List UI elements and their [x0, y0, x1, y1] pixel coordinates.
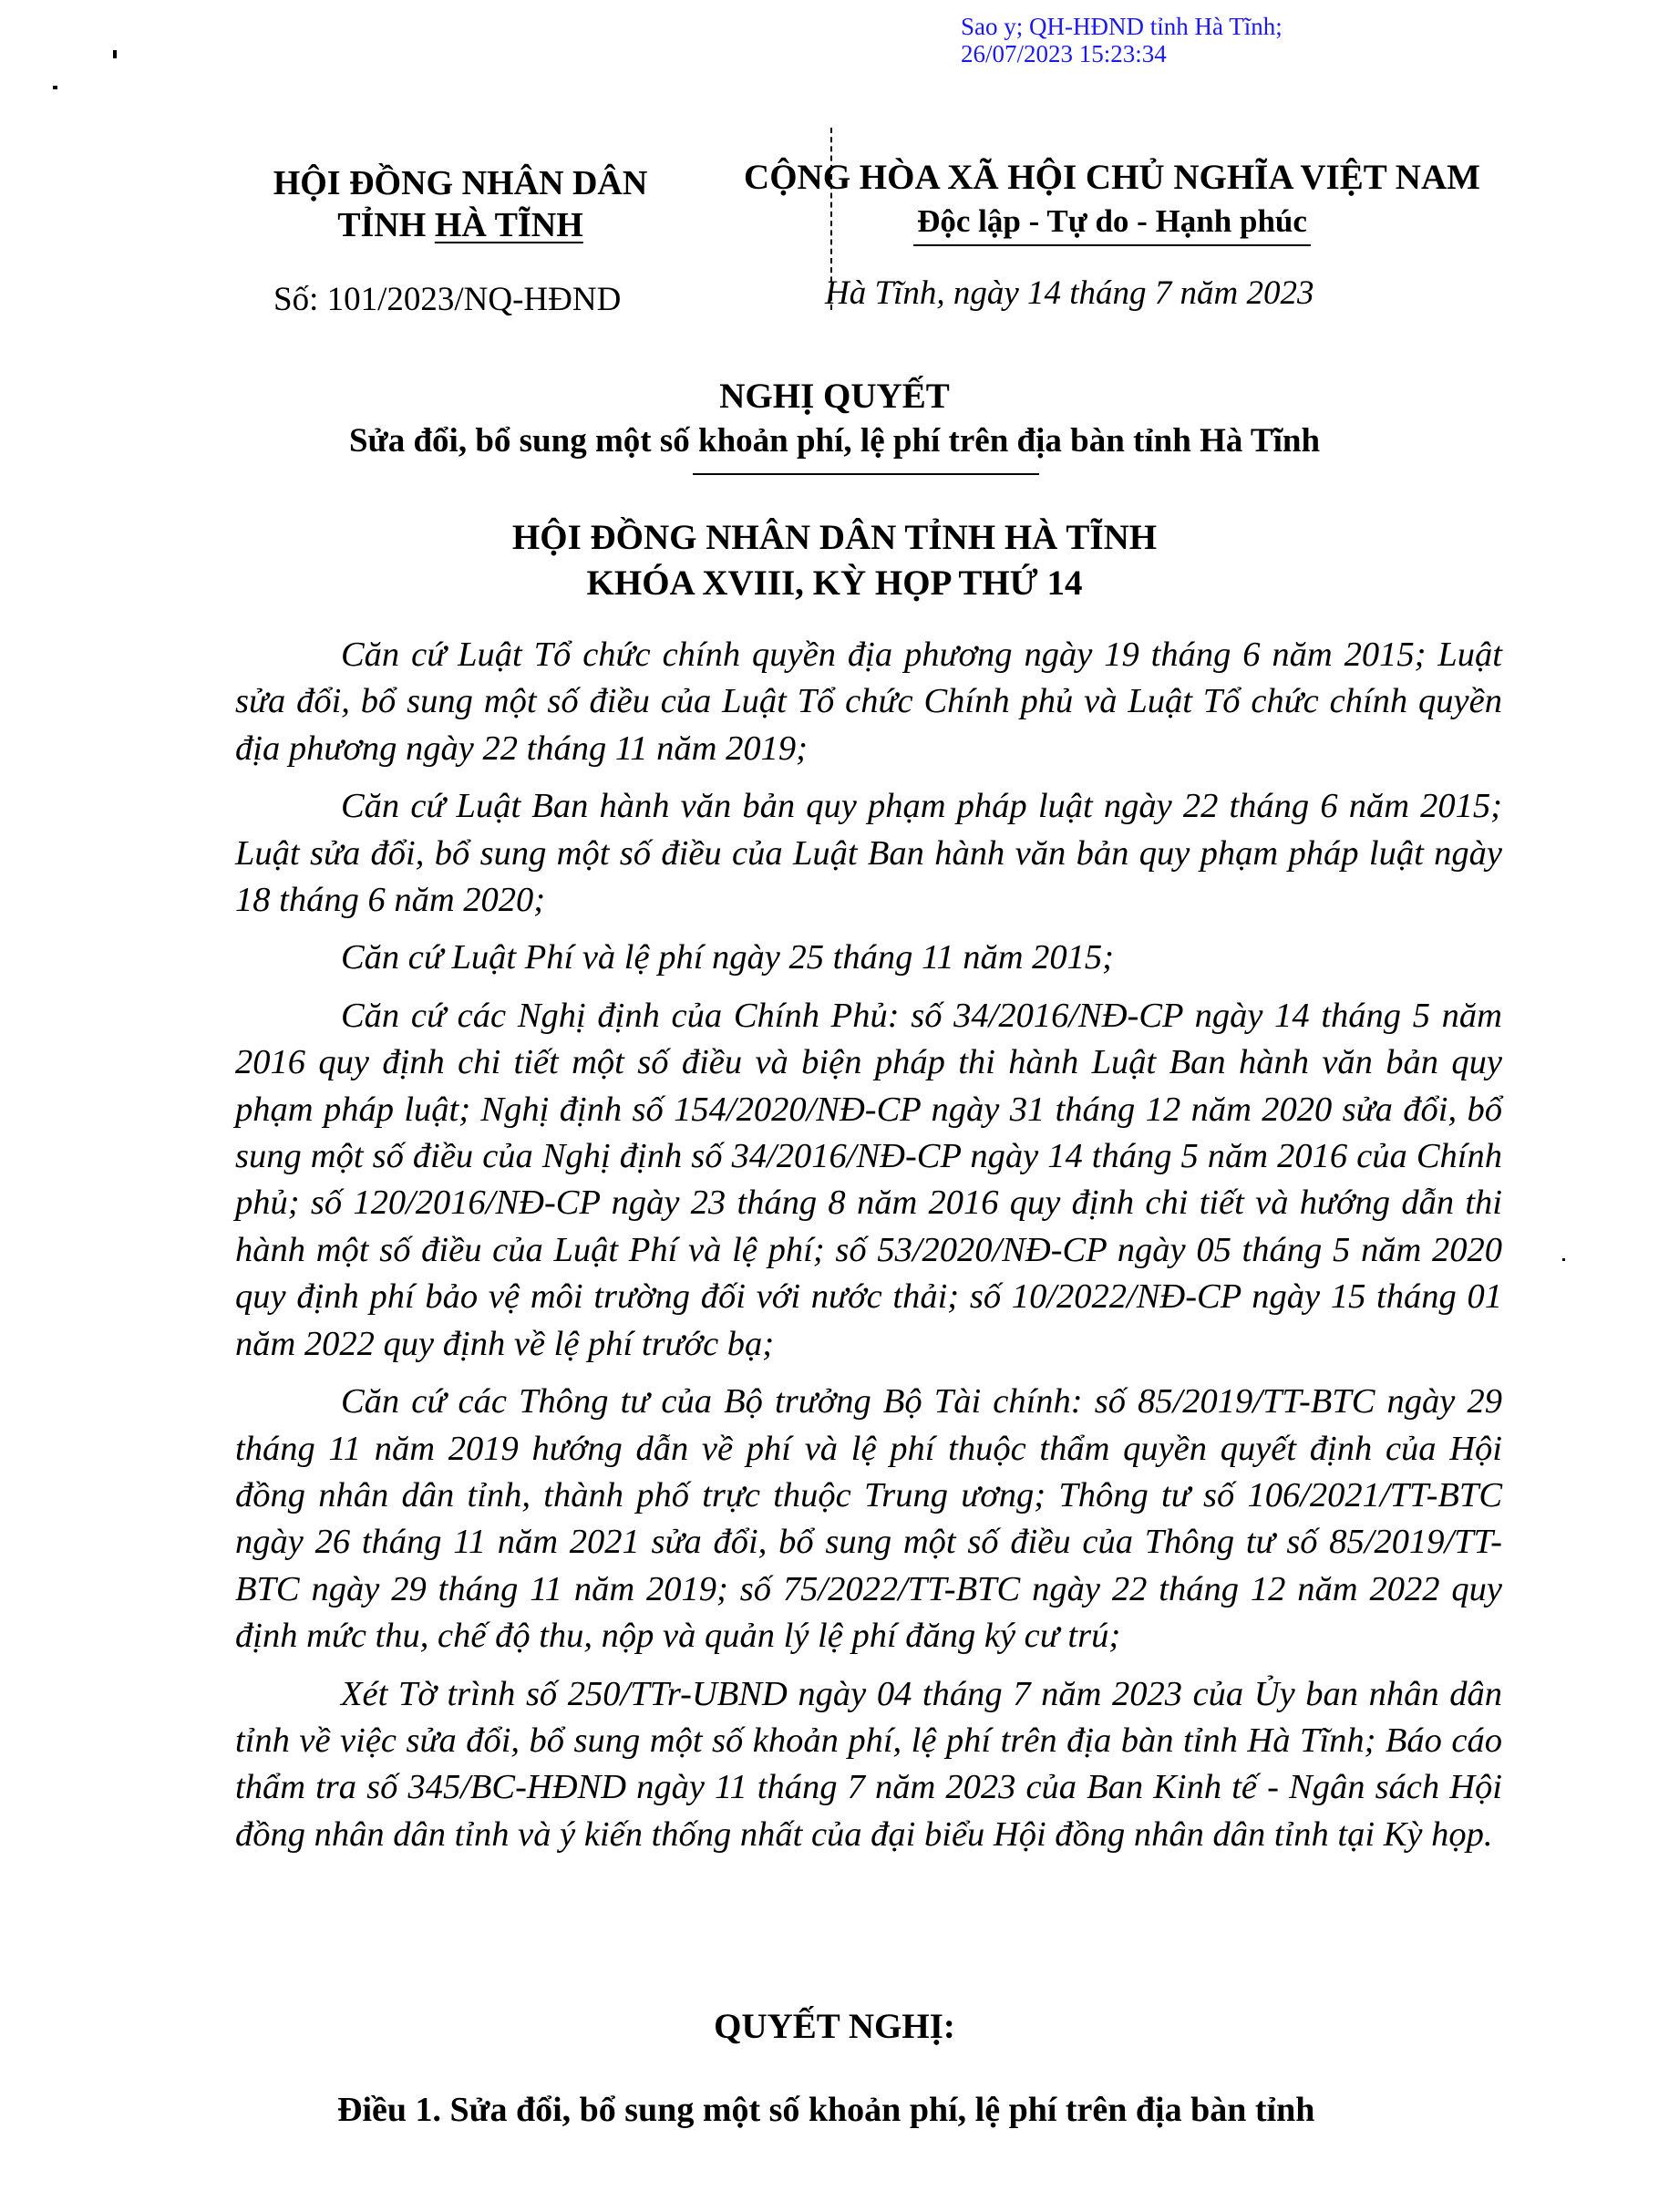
council-session: KHÓA XVIII, KỲ HỌP THỨ 14 — [586, 563, 1083, 603]
council-heading — [0, 515, 1669, 606]
copy-certification-stamp — [961, 13, 1283, 67]
scan-speck — [113, 50, 117, 58]
issuer-line-2-prefix: TỈNH — [337, 206, 435, 244]
national-header — [711, 155, 1513, 246]
stamp-line-issuer: Sao y; QH-HĐND tỉnh Hà Tĩnh; — [961, 13, 1283, 40]
preamble-paragraph: Căn cứ Luật Phí và lệ phí ngày 25 tháng 11 năm 2015; — [341, 938, 1114, 977]
national-motto: Độc lập - Tự do - Hạnh phúc — [913, 201, 1311, 246]
issuer-line-2-province: HÀ TĨNH — [434, 206, 583, 244]
preamble-paragraph: Căn cứ Luật Tổ chức chính quyền địa phương ngày 19 tháng 6 năm 2015; Luật sửa đổi, bổ sung một số điều của Luật Tổ chức Chính phủ và Luật Tổ chức chính quyền địa phương ngày 22 tháng 11 năm 2019; — [235, 636, 1502, 768]
preamble-paragraph: Căn cứ các Nghị định của Chính Phủ: số 34/2016/NĐ-CP ngày 14 tháng 5 năm 2016 quy định chi tiết một số điều và biện pháp thi hành Luật Ban hành văn bản quy phạm pháp luật; Nghị định số 154/2020/NĐ-CP ngày 31 tháng 12 năm 2020 sửa đổi, bổ sung một số điều của Nghị định số 34/2016/NĐ-CP ngày 14 tháng 5 năm 2016 của Chính phủ; số 120/2016/NĐ-CP ngày 23 tháng 8 năm 2016 quy định chi tiết và hướng dẫn thi hành một số điều của Luật Phí và lệ phí; số 53/2020/NĐ-CP ngày 05 tháng 5 năm 2020 quy định phí bảo vệ môi trường đối với nước thải; số 10/2022/NĐ-CP ngày 15 tháng 01 năm 2022 quy định về lệ phí trước bạ; — [235, 996, 1502, 1363]
scan-speck — [1562, 1258, 1565, 1261]
preamble-paragraph: Căn cứ Luật Ban hành văn bản quy phạm pháp luật ngày 22 tháng 6 năm 2015; Luật sửa đổi, bổ sung một số điều của Luật Ban hành văn bản quy phạm pháp luật ngày 18 tháng 6 năm 2020; — [235, 787, 1502, 920]
council-name: HỘI ĐỒNG NHÂN DÂN TỈNH HÀ TĨNH — [511, 518, 1158, 557]
preamble-paragraph: Xét Tờ trình số 250/TTr-UBND ngày 04 tháng 7 năm 2023 của Ủy ban nhân dân tỉnh về việc sửa đổi, bổ sung một số khoản phí, lệ phí trên địa bàn tỉnh Hà Tĩnh; Báo cáo thẩm tra số 345/BC-HĐND ngày 11 tháng 7 năm 2023 của Ban Kinh tế - Ngân sách Hội đồng nhân dân tỉnh và ý kiến thống nhất của đại biểu Hội đồng nhân dân tỉnh tại Kỳ họp. — [235, 1674, 1502, 1854]
stamp-line-timestamp: 26/07/2023 15:23:34 — [961, 40, 1167, 67]
document-subject: Sửa đổi, bổ sung một số khoản phí, lệ phí trên địa bàn tỉnh Hà Tĩnh — [348, 422, 1321, 460]
resolution-heading: QUYẾT NGHỊ: — [714, 2007, 955, 2046]
document-title — [0, 374, 1669, 463]
preamble-paragraph: Căn cứ các Thông tư của Bộ trưởng Bộ Tài chính: số 85/2019/TT-BTC ngày 29 tháng 11 năm 2019 hướng dẫn về phí và lệ phí thuộc thẩm quyền quyết định của Hội đồng nhân dân tỉnh, thành phố trực thuộc Trung ương; Thông tư số 106/2021/TT-BTC ngày 26 tháng 11 năm 2021 sửa đổi, bổ sung một số điều của Thông tư số 85/2019/TT-BTC ngày 29 tháng 11 năm 2019; số 75/2022/TT-BTC ngày 22 tháng 12 năm 2022 quy định mức thu, chế độ thu, nộp và quản lý lệ phí đăng ký cư trú; — [235, 1382, 1502, 1656]
place-and-date: Hà Tĩnh, ngày 14 tháng 7 năm 2023 — [825, 274, 1314, 312]
article-1-heading: Điều 1. Sửa đổi, bổ sung một số khoản phí, lệ phí trên địa bàn tỉnh — [337, 2091, 1315, 2129]
document-type: NGHỊ QUYẾT — [719, 377, 950, 416]
issuing-authority — [246, 162, 675, 246]
country-name: CỘNG HÒA XÃ HỘI CHỦ NGHĨA VIỆT NAM — [744, 158, 1480, 197]
issuer-line-2 — [246, 204, 675, 246]
document-number: Số: 101/2023/NQ-HĐND — [273, 281, 622, 318]
title-underline-rule — [693, 473, 1039, 475]
issuer-line-1: HỘI ĐỒNG NHÂN DÂN — [273, 164, 648, 202]
scan-speck — [53, 86, 57, 89]
preamble — [235, 632, 1502, 1869]
